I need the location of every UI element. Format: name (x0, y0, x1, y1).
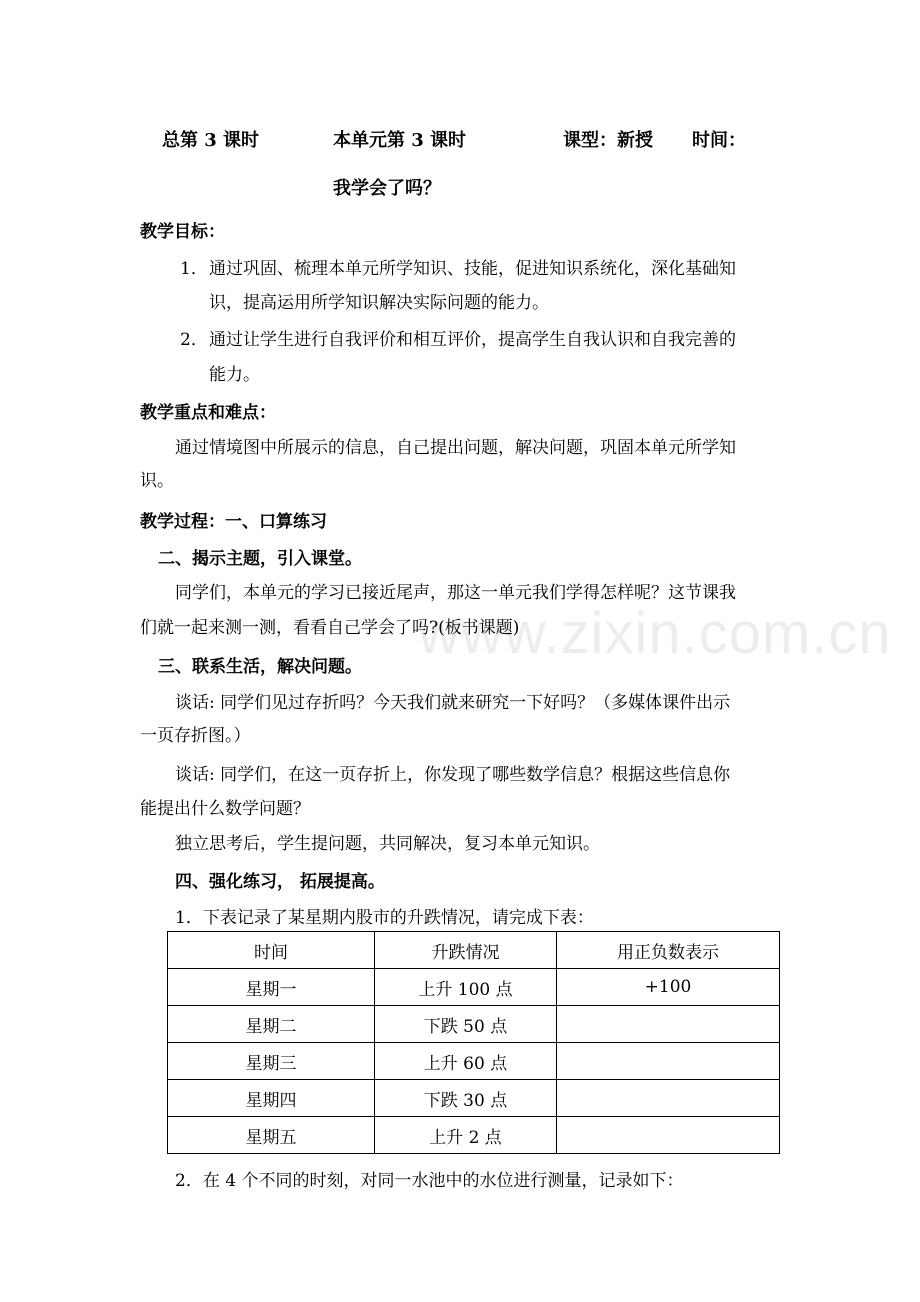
table-cell: 上升 100 点 (375, 969, 557, 1006)
table-header-row (168, 932, 780, 969)
section-2-line1: 同学们，本单元的学习已接近尾声，那这一单元我们学得怎样呢？这节课我 (175, 583, 736, 603)
table-cell (557, 1006, 780, 1043)
section-3-p1-line1: 谈话: 同学们见过存折吗？今天我们就来研究一下好吗？（多媒体课件出示 (175, 693, 731, 713)
table-cell: 星期二 (168, 1006, 375, 1043)
section-3-heading: 三、联系生活，解决问题。 (158, 657, 362, 677)
table-row (168, 1006, 780, 1043)
table-row (168, 1080, 780, 1117)
exercise-2: 2．在 4 个不同的时刻，对同一水池中的水位进行测量，记录如下： (175, 1171, 684, 1191)
table-header: 时间 (168, 932, 375, 969)
table-row (168, 1043, 780, 1080)
time-label: 时间： (692, 130, 746, 151)
lesson-type: 课型：新授 (563, 130, 653, 151)
table-cell (557, 1043, 780, 1080)
table-header: 升跌情况 (375, 932, 557, 969)
section-3-p3: 独立思考后，学生提问题，共同解决，复习本单元知识。 (175, 834, 600, 854)
unit-lesson: 本单元第 3 课时 (333, 130, 467, 151)
stock-table (167, 931, 780, 1154)
total-lesson: 总第 3 课时 (162, 130, 260, 151)
keypoints-line2: 识。 (140, 471, 174, 491)
section-4-heading: 四、强化练习， 拓展提高。 (175, 872, 385, 892)
table-row (168, 1117, 780, 1154)
section-3-p2-line1: 谈话: 同学们，在这一页存折上，你发现了哪些数学信息？根据这些信息你 (175, 765, 731, 785)
table-cell (557, 1117, 780, 1154)
objective-2-line2: 能力。 (209, 365, 260, 385)
objective-1-line1: 通过巩固、梳理本单元所学知识、技能，促进知识系统化，深化基础知 (209, 259, 736, 279)
process-heading: 教学过程：一、口算练习 (140, 512, 327, 532)
table-cell: 星期四 (168, 1080, 375, 1117)
table-cell: 上升 60 点 (375, 1043, 557, 1080)
objective-1-line2: 识，提高运用所学知识解决实际问题的能力。 (209, 293, 549, 313)
table-cell: 下跌 30 点 (375, 1080, 557, 1117)
section-3-p1-line2: 一页存折图。） (140, 726, 251, 746)
section-3-p2-line2: 能提出什么数学问题？ (140, 799, 310, 819)
table-cell: +100 (557, 969, 780, 1006)
table-cell: 下跌 50 点 (375, 1006, 557, 1043)
objective-2-num: 2． (180, 330, 208, 350)
table-cell (557, 1080, 780, 1117)
keypoints-heading: 教学重点和难点： (140, 403, 276, 423)
objective-1-num: 1． (180, 259, 208, 279)
table-cell: 星期五 (168, 1117, 375, 1154)
table-cell: 星期三 (168, 1043, 375, 1080)
table-row (168, 969, 780, 1006)
table-cell: 上升 2 点 (375, 1117, 557, 1154)
watermark: www.zixin.com.cn (418, 601, 892, 666)
section-2-heading: 二、揭示主题，引入课堂。 (158, 549, 362, 569)
section-2-line2: 们就一起来测一测，看看自己学会了吗?(板书课题) (140, 618, 520, 638)
keypoints-line1: 通过情境图中所展示的信息，自己提出问题，解决问题，巩固本单元所学知 (175, 438, 736, 458)
objective-2-line1: 通过让学生进行自我评价和相互评价，提高学生自我认识和自我完善的 (209, 330, 736, 350)
exercise-1: 1．下表记录了某星期内股市的升跌情况，请完成下表： (175, 908, 594, 928)
objectives-heading: 教学目标： (140, 222, 225, 242)
table-header: 用正负数表示 (557, 932, 780, 969)
table-cell: 星期一 (168, 969, 375, 1006)
page-title: 我学会了吗？ (333, 178, 441, 199)
